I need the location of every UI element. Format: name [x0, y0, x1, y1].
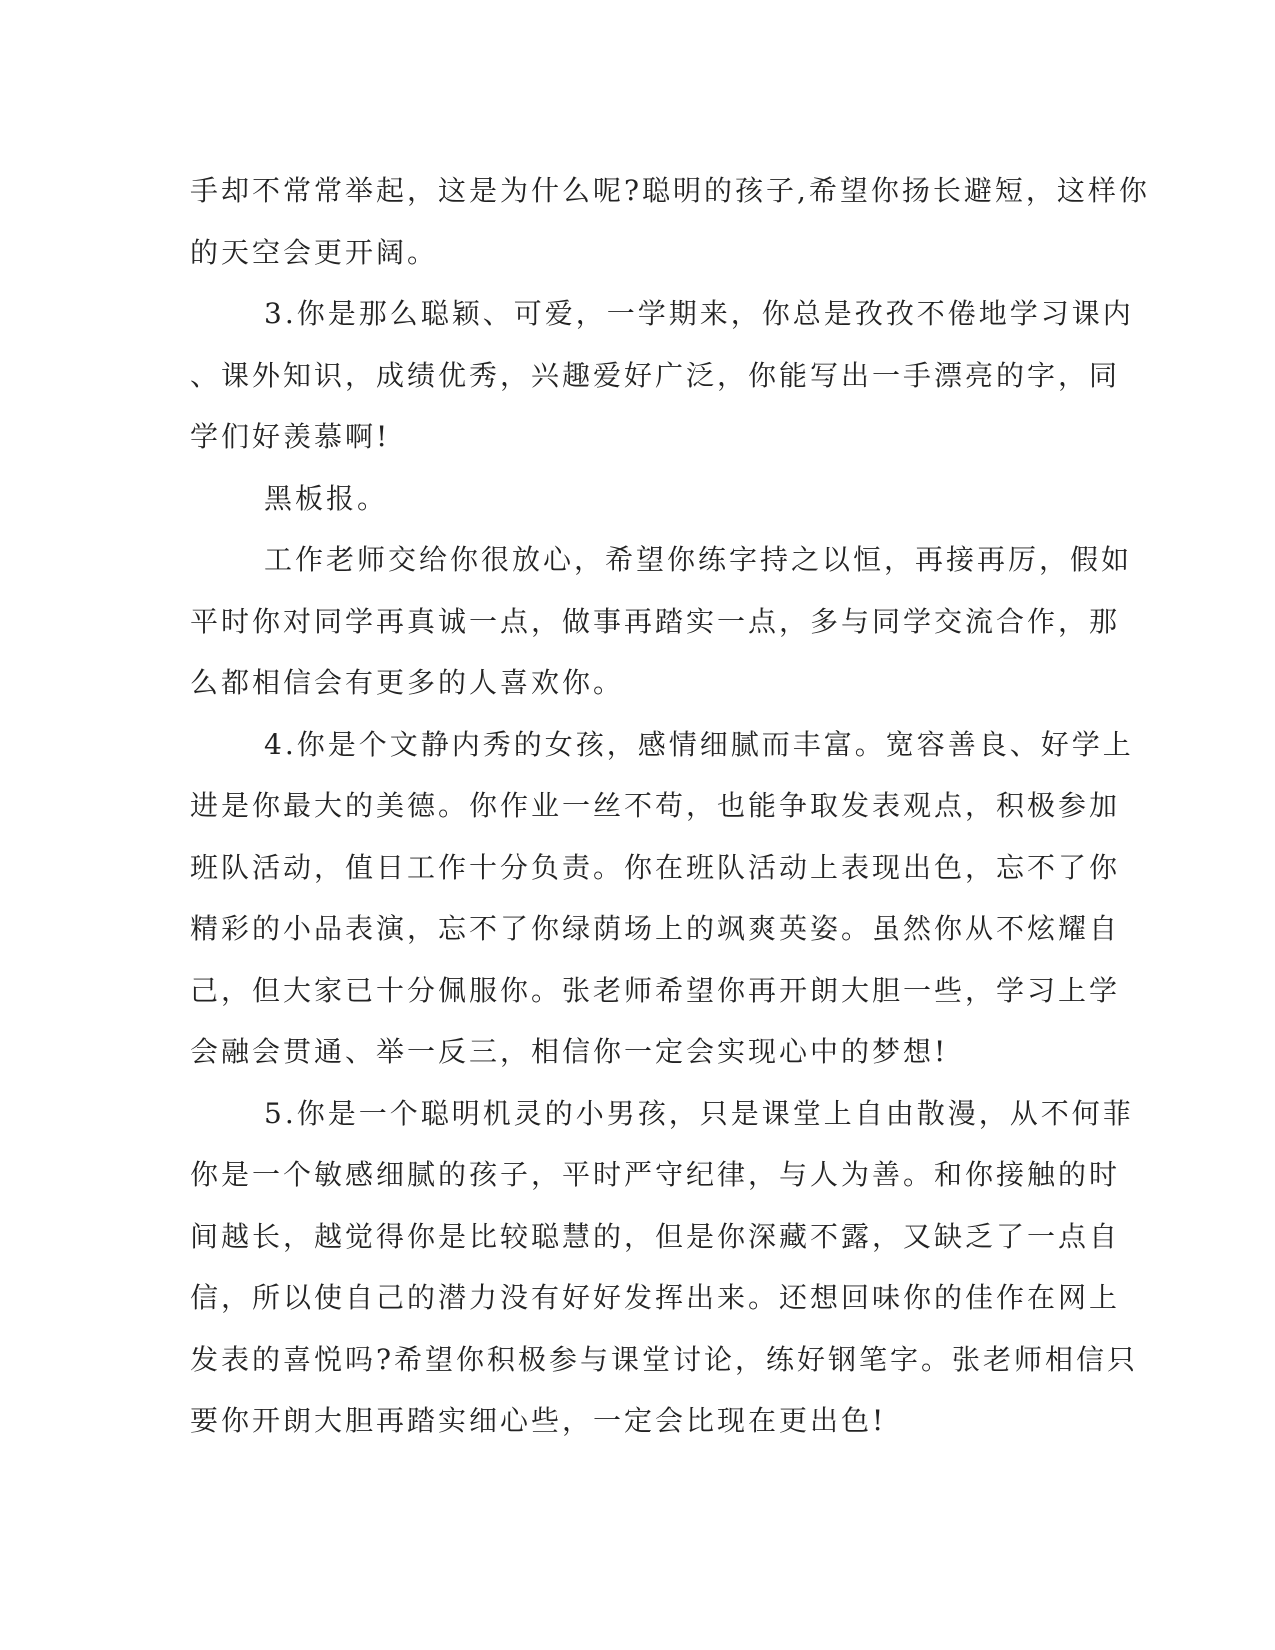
- text-line: 己，但大家已十分佩服你。张老师希望你再开朗大胆一些，学习上学: [190, 973, 1121, 1007]
- text-line: 进是你最大的美德。你作业一丝不苟，也能争取发表观点，积极参加: [190, 789, 1121, 822]
- text-line: 信，所以使自己的潜力没有好好发挥出来。还想回味你的佳作在网上: [190, 1281, 1121, 1314]
- text-line: 3.你是那么聪颖、可爱，一学期来，你总是孜孜不倦地学习课内: [264, 297, 1134, 330]
- text-line: 黑板报。: [264, 481, 389, 515]
- text-line: 会融会贯通、举一反三，相信你一定会实现心中的梦想!: [190, 1035, 949, 1068]
- text-line: 么都相信会有更多的人喜欢你。: [190, 666, 625, 699]
- text-line: 平时你对同学再真诚一点，做事再踏实一点，多与同学交流合作，那: [190, 604, 1121, 638]
- text-line: 班队活动，值日工作十分负责。你在班队活动上表现出色，忘不了你: [190, 850, 1121, 884]
- text-line: 学们好羡慕啊!: [190, 420, 391, 453]
- text-line: 5.你是一个聪明机灵的小男孩，只是课堂上自由散漫，从不何菲: [264, 1096, 1134, 1130]
- text-line: 的天空会更开阔。: [190, 235, 439, 269]
- text-line: 要你开朗大胆再踏实细心些，一定会比现在更出色!: [190, 1404, 887, 1437]
- text-line: 发表的喜悦吗?希望你积极参与课堂讨论，练好钢笔字。张老师相信只: [190, 1342, 1139, 1376]
- text-line: 、课外知识，成绩优秀，兴趣爱好广泛，你能写出一手漂亮的字，同: [190, 358, 1121, 392]
- text-line: 间越长，越觉得你是比较聪慧的，但是你深藏不露，又缺乏了一点自: [190, 1219, 1121, 1253]
- text-line: 工作老师交给你很放心，希望你练字持之以恒，再接再厉，假如: [264, 543, 1133, 576]
- text-line: 4.你是个文静内秀的女孩，感情细腻而丰富。宽容善良、好学上: [264, 727, 1134, 761]
- text-line: 手却不常常举起，这是为什么呢?聪明的孩子,希望你扬长避短，这样你: [190, 174, 1150, 207]
- text-line: 你是一个敏感细腻的孩子，平时严守纪律，与人为善。和你接触的时: [190, 1158, 1121, 1191]
- document-body: [190, 160, 1150, 1452]
- text-line: 精彩的小品表演，忘不了你绿荫场上的飒爽英姿。虽然你从不炫耀自: [190, 912, 1121, 945]
